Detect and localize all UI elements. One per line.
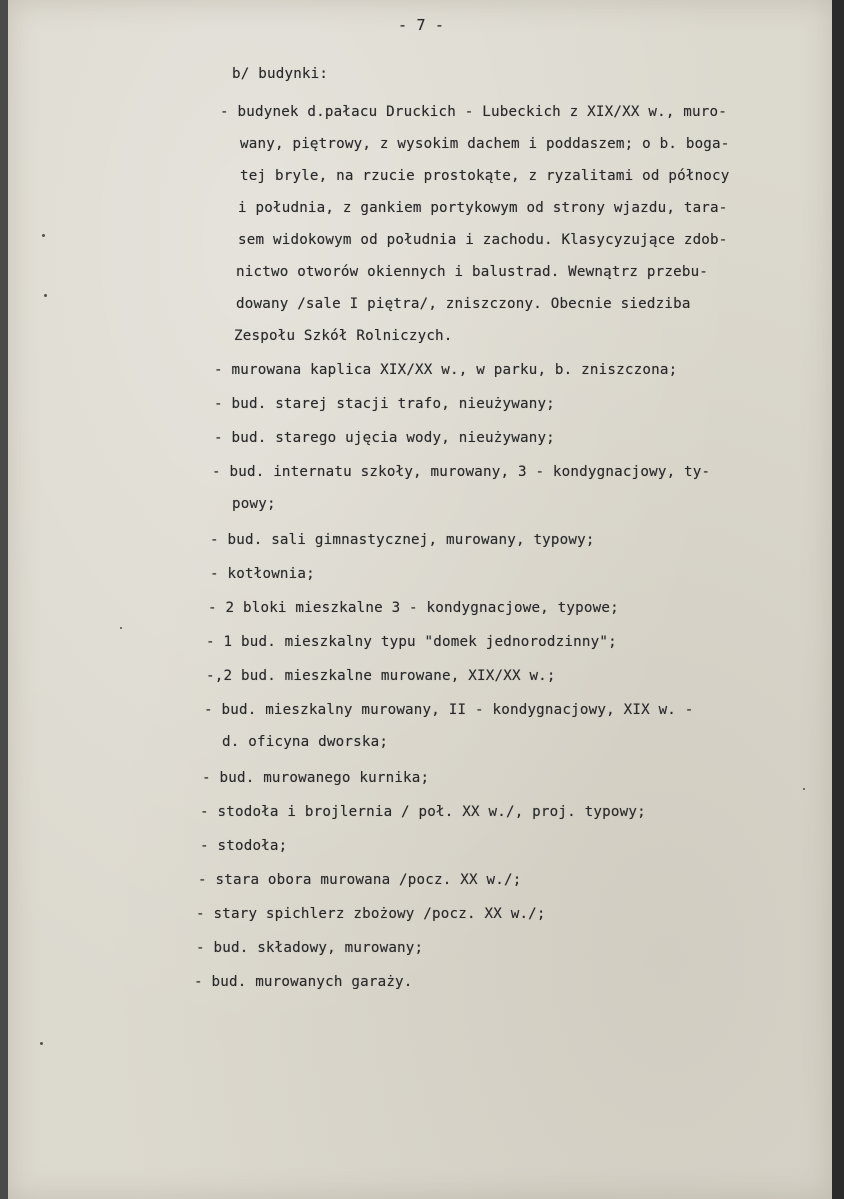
list-item: - bud. starego ujęcia wody, nieużywany; — [214, 430, 555, 446]
list-item: - bud. murowanego kurnika; — [202, 770, 430, 786]
list-item: - bud. starej stacji trafo, nieużywany; — [214, 396, 555, 412]
text-line: - budynek d.pałacu Druckich - Lubeckich z XIX/XX w., muro- — [220, 104, 728, 120]
paper-speck — [44, 294, 47, 297]
text-line: sem widokowym od południa i zachodu. Klasycyzujące zdob- — [238, 232, 728, 248]
list-item: - 2 bloki mieszkalne 3 - kondygnacjowe, typowe; — [208, 600, 619, 616]
paper-speck — [40, 1042, 43, 1045]
paper-speck — [42, 234, 45, 237]
list-item: - bud. sali gimnastycznej, murowany, typowy; — [210, 532, 595, 548]
scan-left-edge — [0, 0, 8, 1199]
section-heading: b/ budynki: — [232, 66, 329, 82]
list-item: - kotłownia; — [210, 566, 315, 582]
page-number: - 7 - — [398, 16, 445, 34]
text-line: i południa, z gankiem portykowym od strony wjazdu, tara- — [238, 200, 728, 216]
list-item: - bud. internatu szkoły, murowany, 3 - kondygnacjowy, ty- — [212, 464, 711, 480]
text-line: powy; — [232, 496, 276, 512]
paper-speck — [803, 788, 805, 790]
paper-speck — [120, 627, 122, 629]
scan-right-edge — [832, 0, 844, 1199]
list-item: - bud. mieszkalny murowany, II - kondygnacjowy, XIX w. - — [204, 702, 694, 718]
list-item: - stodoła i brojlernia / poł. XX w./, proj. typowy; — [200, 804, 646, 820]
text-line: wany, piętrowy, z wysokim dachem i poddaszem; o b. boga- — [240, 136, 730, 152]
list-item: - murowana kaplica XIX/XX w., w parku, b. zniszczona; — [214, 362, 678, 378]
list-item: - bud. składowy, murowany; — [196, 940, 424, 956]
list-item: - stodoła; — [200, 838, 288, 854]
text-line: nictwo otworów okiennych i balustrad. Wewnątrz przebu- — [236, 264, 709, 280]
text-line: Zespołu Szkół Rolniczych. — [234, 328, 453, 344]
list-item: - stary spichlerz zbożowy /pocz. XX w./; — [196, 906, 546, 922]
list-item: - 1 bud. mieszkalny typu "domek jednorodzinny"; — [206, 634, 617, 650]
list-item: - stara obora murowana /pocz. XX w./; — [198, 872, 522, 888]
text-line: d. oficyna dworska; — [222, 734, 389, 750]
list-item: - bud. murowanych garaży. — [194, 974, 413, 990]
text-line: tej bryle, na rzucie prostokąte, z ryzalitami od północy — [240, 168, 730, 184]
list-item: -,2 bud. mieszkalne murowane, XIX/XX w.; — [206, 668, 556, 684]
text-line: dowany /sale I piętra/, zniszczony. Obecnie siedziba — [236, 296, 691, 312]
